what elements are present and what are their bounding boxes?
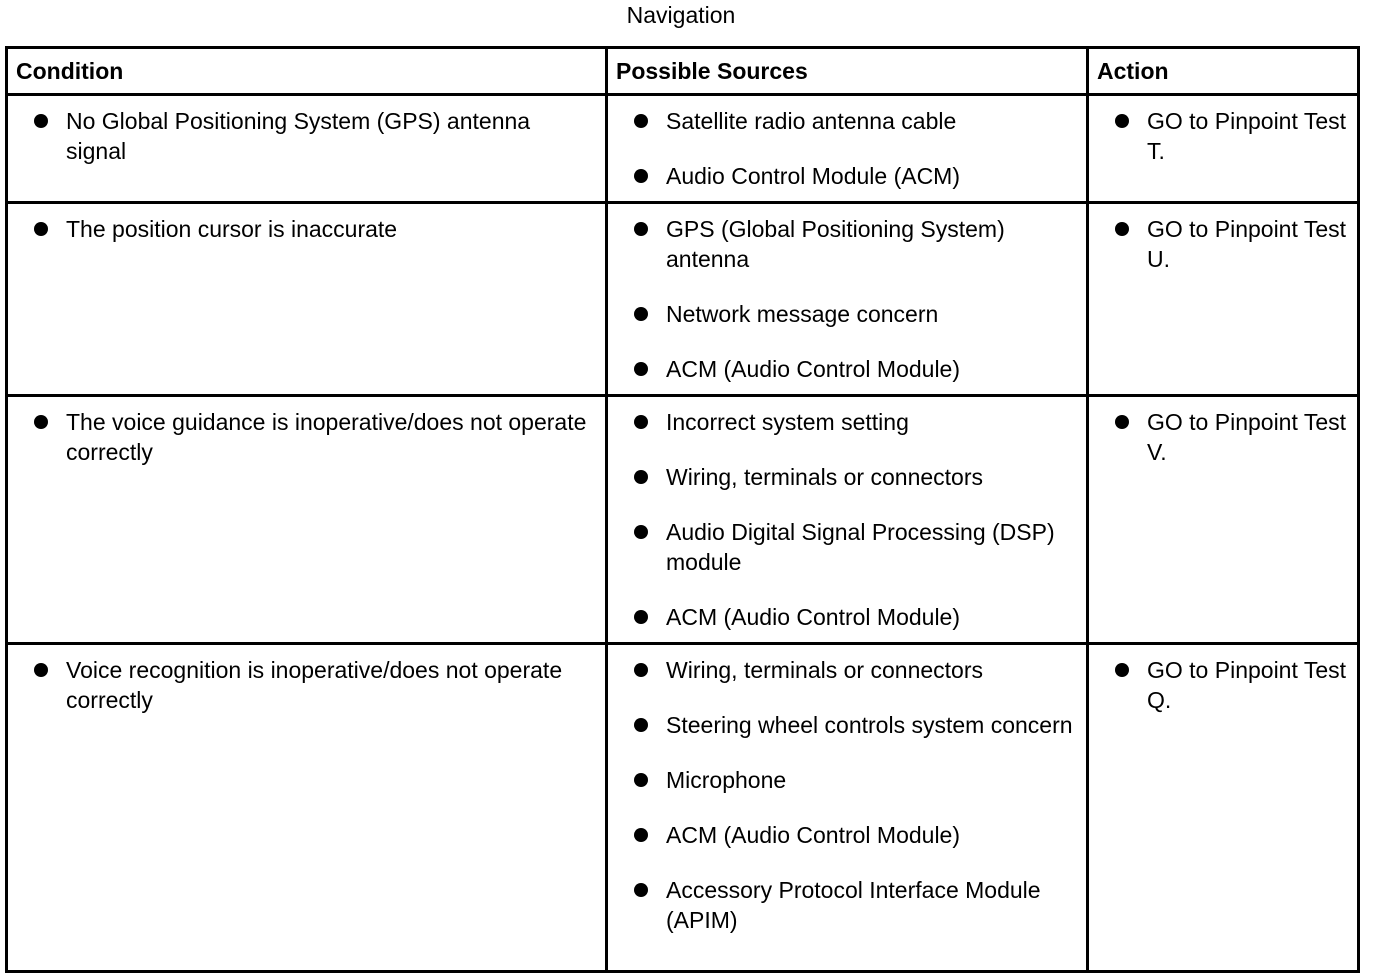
header-action: Action — [1088, 48, 1359, 95]
condition-text: Voice recognition is inoperative/does not operate correctly — [34, 655, 595, 715]
source-item: Incorrect system setting — [634, 407, 1076, 437]
header-row — [7, 48, 1359, 95]
source-item: Satellite radio antenna cable — [634, 106, 1076, 136]
header-possible-sources: Possible Sources — [607, 48, 1088, 95]
source-item: GPS (Global Positioning System) antenna — [634, 214, 1076, 274]
condition-text: No Global Positioning System (GPS) antenna signal — [34, 106, 595, 166]
condition-text: The voice guidance is inoperative/does not operate correctly — [34, 407, 595, 467]
action-cell — [1088, 644, 1359, 972]
condition-cell — [7, 95, 607, 203]
source-item: ACM (Audio Control Module) — [634, 354, 1076, 384]
source-item: Wiring, terminals or connectors — [634, 655, 1076, 685]
condition-cell — [7, 203, 607, 396]
condition-text: The position cursor is inaccurate — [34, 214, 595, 244]
source-item: ACM (Audio Control Module) — [634, 602, 1076, 632]
sources-cell — [607, 644, 1088, 972]
condition-cell — [7, 644, 607, 972]
source-item: Audio Control Module (ACM) — [634, 161, 1076, 191]
source-item: Microphone — [634, 765, 1076, 795]
sources-cell — [607, 203, 1088, 396]
table-row — [7, 95, 1359, 203]
action-cell — [1088, 203, 1359, 396]
source-item: Wiring, terminals or connectors — [634, 462, 1076, 492]
action-cell — [1088, 396, 1359, 644]
source-item: Steering wheel controls system concern — [634, 710, 1076, 740]
source-item: ACM (Audio Control Module) — [634, 820, 1076, 850]
table-row — [7, 203, 1359, 396]
source-item: Audio Digital Signal Processing (DSP) module — [634, 517, 1076, 577]
page-title: Navigation — [626, 2, 736, 28]
action-text: GO to Pinpoint Test V. — [1115, 407, 1347, 467]
table-row — [7, 396, 1359, 644]
condition-cell — [7, 396, 607, 644]
action-cell — [1088, 95, 1359, 203]
action-text: GO to Pinpoint Test T. — [1115, 106, 1347, 166]
source-item: Accessory Protocol Interface Module (APIM) — [634, 875, 1076, 935]
header-condition: Condition — [7, 48, 607, 95]
source-item: Network message concern — [634, 299, 1076, 329]
action-text: GO to Pinpoint Test U. — [1115, 214, 1347, 274]
sources-cell — [607, 396, 1088, 644]
action-text: GO to Pinpoint Test Q. — [1115, 655, 1347, 715]
sources-cell — [607, 95, 1088, 203]
diagnostic-table — [5, 46, 1360, 973]
table-row — [7, 644, 1359, 972]
